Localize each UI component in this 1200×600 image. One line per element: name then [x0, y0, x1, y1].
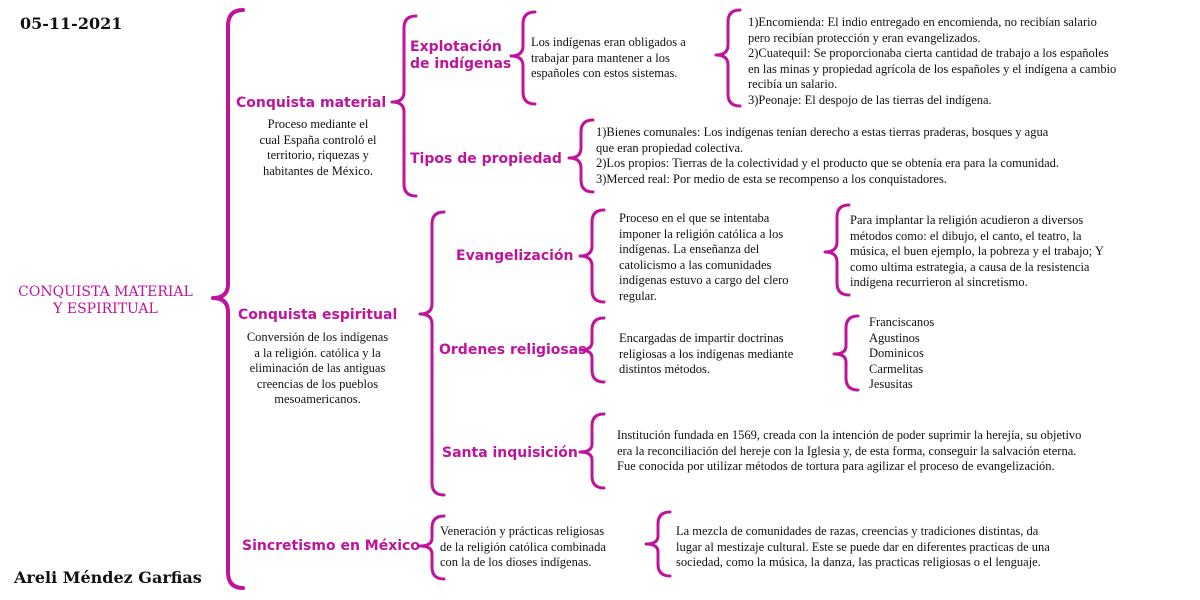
date-label: 05-11-2021: [20, 14, 123, 33]
material-title: Conquista material: [236, 95, 387, 111]
root-title: CONQUISTA MATERIAL Y ESPIRITUAL: [18, 284, 193, 317]
evangelizacion-methods: Para implantar la religión acudieron a diversos métodos como: el dibujo, el canto, el teatro, la música, el buen ejemplo, la pobreza y el trabajo; Y como ultima estrategia, a causa de la resistencia indígena recurrieron al sincretismo.: [850, 213, 1104, 289]
ordenes-list: [869, 315, 934, 393]
methods-bracket: [825, 205, 849, 295]
list-item: Carmelitas: [869, 361, 924, 376]
list-item: Agustinos: [869, 330, 920, 345]
inquisicion-description: Institución fundada en 1569, creada con la intención de poder suprimir la herejía, su objetivo era la reconciliación del hereje con la Iglesia y, de esta forma, conseguir la salvación eterna. Fue conocida por utilizar métodos de tortura para agilizar el proceso de evangelización.: [617, 428, 1082, 473]
explotacion-systems: 1)Encomienda: El indio entregado en encomienda, no recibían salario pero recibían protección y eran evangelizados. 2)Cuatequil: Se proporcionaba cierta cantidad de trabajo a los españoles en las minas y propiedad agrícola de los españoles y el indígena a cambio recibía un salario. 3)Peonaje: El despojo de las tierras del indígena.: [748, 15, 1117, 107]
sincretismo-detail-bracket: [646, 512, 670, 576]
list-item: Dominicos: [869, 346, 924, 360]
sincretismo-title: Sincretismo en México: [242, 538, 420, 554]
author-label: Areli Méndez Garfias: [14, 568, 202, 587]
ordenes-title: Ordenes religiosas: [439, 342, 587, 358]
evangelizacion-bracket: [580, 210, 604, 302]
sincretismo-description: Veneración y prácticas religiosas de la religión católica combinada con la de los dioses indígenas.: [440, 524, 606, 569]
evangelizacion-description: Proceso en el que se intentaba imponer la religión católica a los indígenas. La enseñanza del catolicismo a las comunidades indígenas estuvo a cargo del clero regular.: [619, 211, 789, 303]
inquisicion-bracket: [580, 414, 604, 488]
explotacion-title: Explotación de indígenas: [410, 39, 512, 72]
material-description: Proceso mediante el cual España controló el territorio, riquezas y habitantes de México.: [259, 117, 377, 178]
propiedad-bracket: [569, 120, 593, 192]
ordenes-description: Encargadas de impartir doctrinas religiosas a los indígenas mediante distintos métodos.: [619, 331, 794, 376]
espiritual-title: Conquista espiritual: [238, 307, 398, 323]
propiedad-title: Tipos de propiedad: [410, 151, 562, 167]
list-item: Franciscanos: [869, 315, 935, 329]
propiedad-items: 1)Bienes comunales: Los indígenas tenían derecho a estas tierras praderas, bosques y agua que eran propiedad colectiva. 2)Los propios: Tierras de la colectividad y el producto que se obtenía era para la comunidad. 3)Merced real: Por medio de esta se recompenso a los conquistadores.: [596, 125, 1060, 186]
list-item: Jesusitas: [869, 377, 913, 391]
inquisicion-title: Santa inquisición: [442, 445, 578, 461]
sincretismo-detail: La mezcla de comunidades de razas, creencias y tradiciones distintas, da lugar al mestizaje cultural. Este se puede dar en diferentes practicas de una sociedad, como la música, la danza, las practicas religiosas o el lenguaje.: [676, 524, 1050, 569]
systems-bracket: [716, 10, 740, 106]
explotacion-description: Los indígenas eran obligados a trabajar para mantener a los españoles con estos sistemas.: [531, 35, 686, 80]
evangelizacion-title: Evangelización: [456, 248, 574, 264]
list-bracket: [834, 316, 858, 390]
espiritual-description: Conversión de los indígenas a la religión. católica y la eliminación de las antiguas creencias de los pueblos mesoamericanos.: [246, 330, 389, 406]
